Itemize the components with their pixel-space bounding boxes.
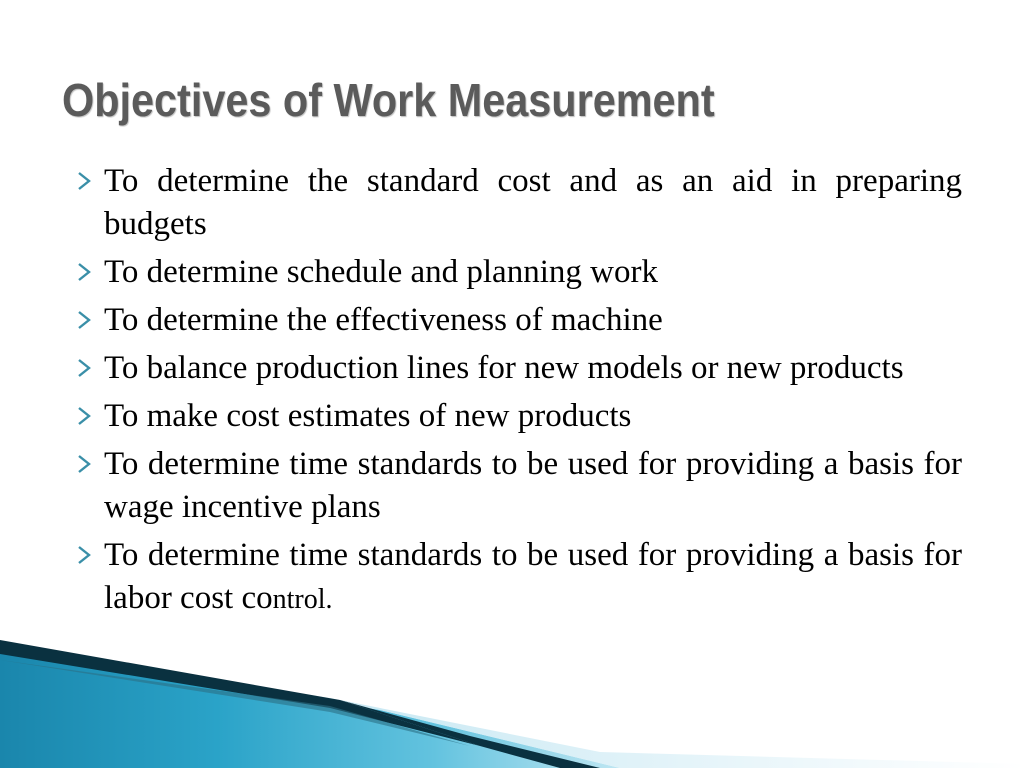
slide-title: Objectives of Work Measurement — [62, 74, 715, 126]
chevron-right-icon — [75, 310, 93, 330]
bullet-item — [75, 251, 962, 294]
decorative-swoosh — [0, 640, 1024, 768]
bullet-item — [75, 299, 962, 342]
bullet-text: To determine schedule and planning work — [104, 254, 658, 290]
chevron-right-icon — [75, 454, 93, 474]
chevron-right-icon — [75, 171, 93, 191]
chevron-right-icon — [75, 406, 93, 426]
chevron-right-icon — [75, 262, 93, 282]
bullet-item — [75, 160, 962, 246]
bullet-item — [75, 347, 962, 390]
chevron-right-icon — [75, 545, 93, 565]
bullet-text: To determine the effectiveness of machine — [104, 302, 663, 338]
chevron-right-icon — [75, 358, 93, 378]
bullet-item — [75, 534, 962, 621]
bullet-text: To make cost estimates of new products — [104, 398, 632, 434]
bullet-text: To determine time standards to be used for providing a basis for labor cost co — [104, 537, 962, 616]
bullet-text: To determine time standards to be used for providing a basis for wage incentive plans — [104, 446, 962, 525]
bullet-item — [75, 443, 962, 529]
bullet-list — [75, 160, 962, 626]
bullet-text-suffix: ntrol. — [272, 584, 333, 615]
bullet-text: To determine the standard cost and as an aid in preparing budgets — [104, 163, 962, 242]
bullet-text: To balance production lines for new models or new products — [104, 350, 904, 386]
bullet-item — [75, 395, 962, 438]
